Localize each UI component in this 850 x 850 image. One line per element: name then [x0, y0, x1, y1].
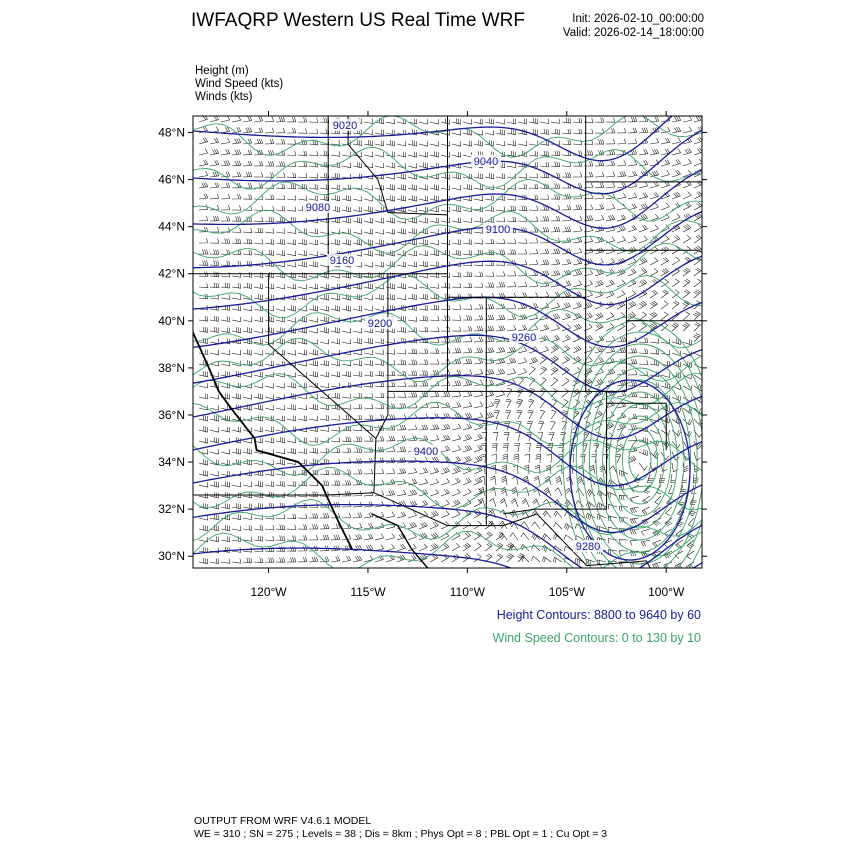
- model-output-label: OUTPUT FROM WRF V4.6.1 MODEL: [194, 815, 372, 827]
- height-contour-label: 9080: [305, 202, 331, 214]
- height-contour-label: 9160: [329, 255, 355, 267]
- lat-tick-label: 40°N: [158, 313, 185, 328]
- lat-tick-label: 46°N: [158, 172, 185, 187]
- height-contour-info: Height Contours: 8800 to 9640 by 60: [496, 608, 701, 622]
- lon-tick-label: 110°W: [449, 585, 486, 599]
- valid-time: Valid: 2026-02-14_18:00:00: [562, 27, 704, 39]
- field-label-wind-speed: Wind Speed (kts): [195, 78, 284, 90]
- lat-tick-label: 36°N: [158, 407, 185, 422]
- height-contour-label: 9400: [413, 446, 439, 458]
- field-label-winds: Winds (kts): [195, 91, 253, 103]
- height-contour-label: 9020: [332, 120, 358, 132]
- lon-tick-label: 100°W: [648, 585, 685, 599]
- lat-tick-label: 44°N: [158, 219, 185, 234]
- lat-tick-label: 48°N: [158, 125, 185, 140]
- init-time: Init: 2026-02-10_00:00:00: [572, 13, 704, 25]
- lat-tick-label: 42°N: [158, 266, 185, 281]
- field-label-height: Height (m): [195, 65, 249, 77]
- lat-tick-label: 30°N: [158, 549, 185, 564]
- height-contour-label: 9100: [485, 224, 511, 236]
- lat-tick-label: 32°N: [158, 502, 185, 517]
- lat-tick-label: 38°N: [158, 360, 185, 375]
- wind-contour-info: Wind Speed Contours: 0 to 130 by 10: [492, 631, 701, 645]
- model-config-label: WE = 310 ; SN = 275 ; Levels = 38 ; Dis = 8km ; Phys Opt = 8 ; PBL Opt = 1 ; Cu Opt = 3: [194, 828, 608, 840]
- height-contour-label: 9260: [511, 332, 537, 344]
- lon-tick-label: 120°W: [250, 585, 287, 599]
- height-contour-label: 9280: [575, 541, 601, 553]
- plot-title: IWFAQRP Western US Real Time WRF: [191, 10, 525, 31]
- height-contour-label: 9040: [473, 156, 499, 168]
- height-contour-label: 9200: [367, 318, 393, 330]
- lon-tick-label: 105°W: [548, 585, 585, 599]
- lon-tick-label: 115°W: [350, 585, 386, 599]
- lat-tick-label: 34°N: [158, 455, 185, 470]
